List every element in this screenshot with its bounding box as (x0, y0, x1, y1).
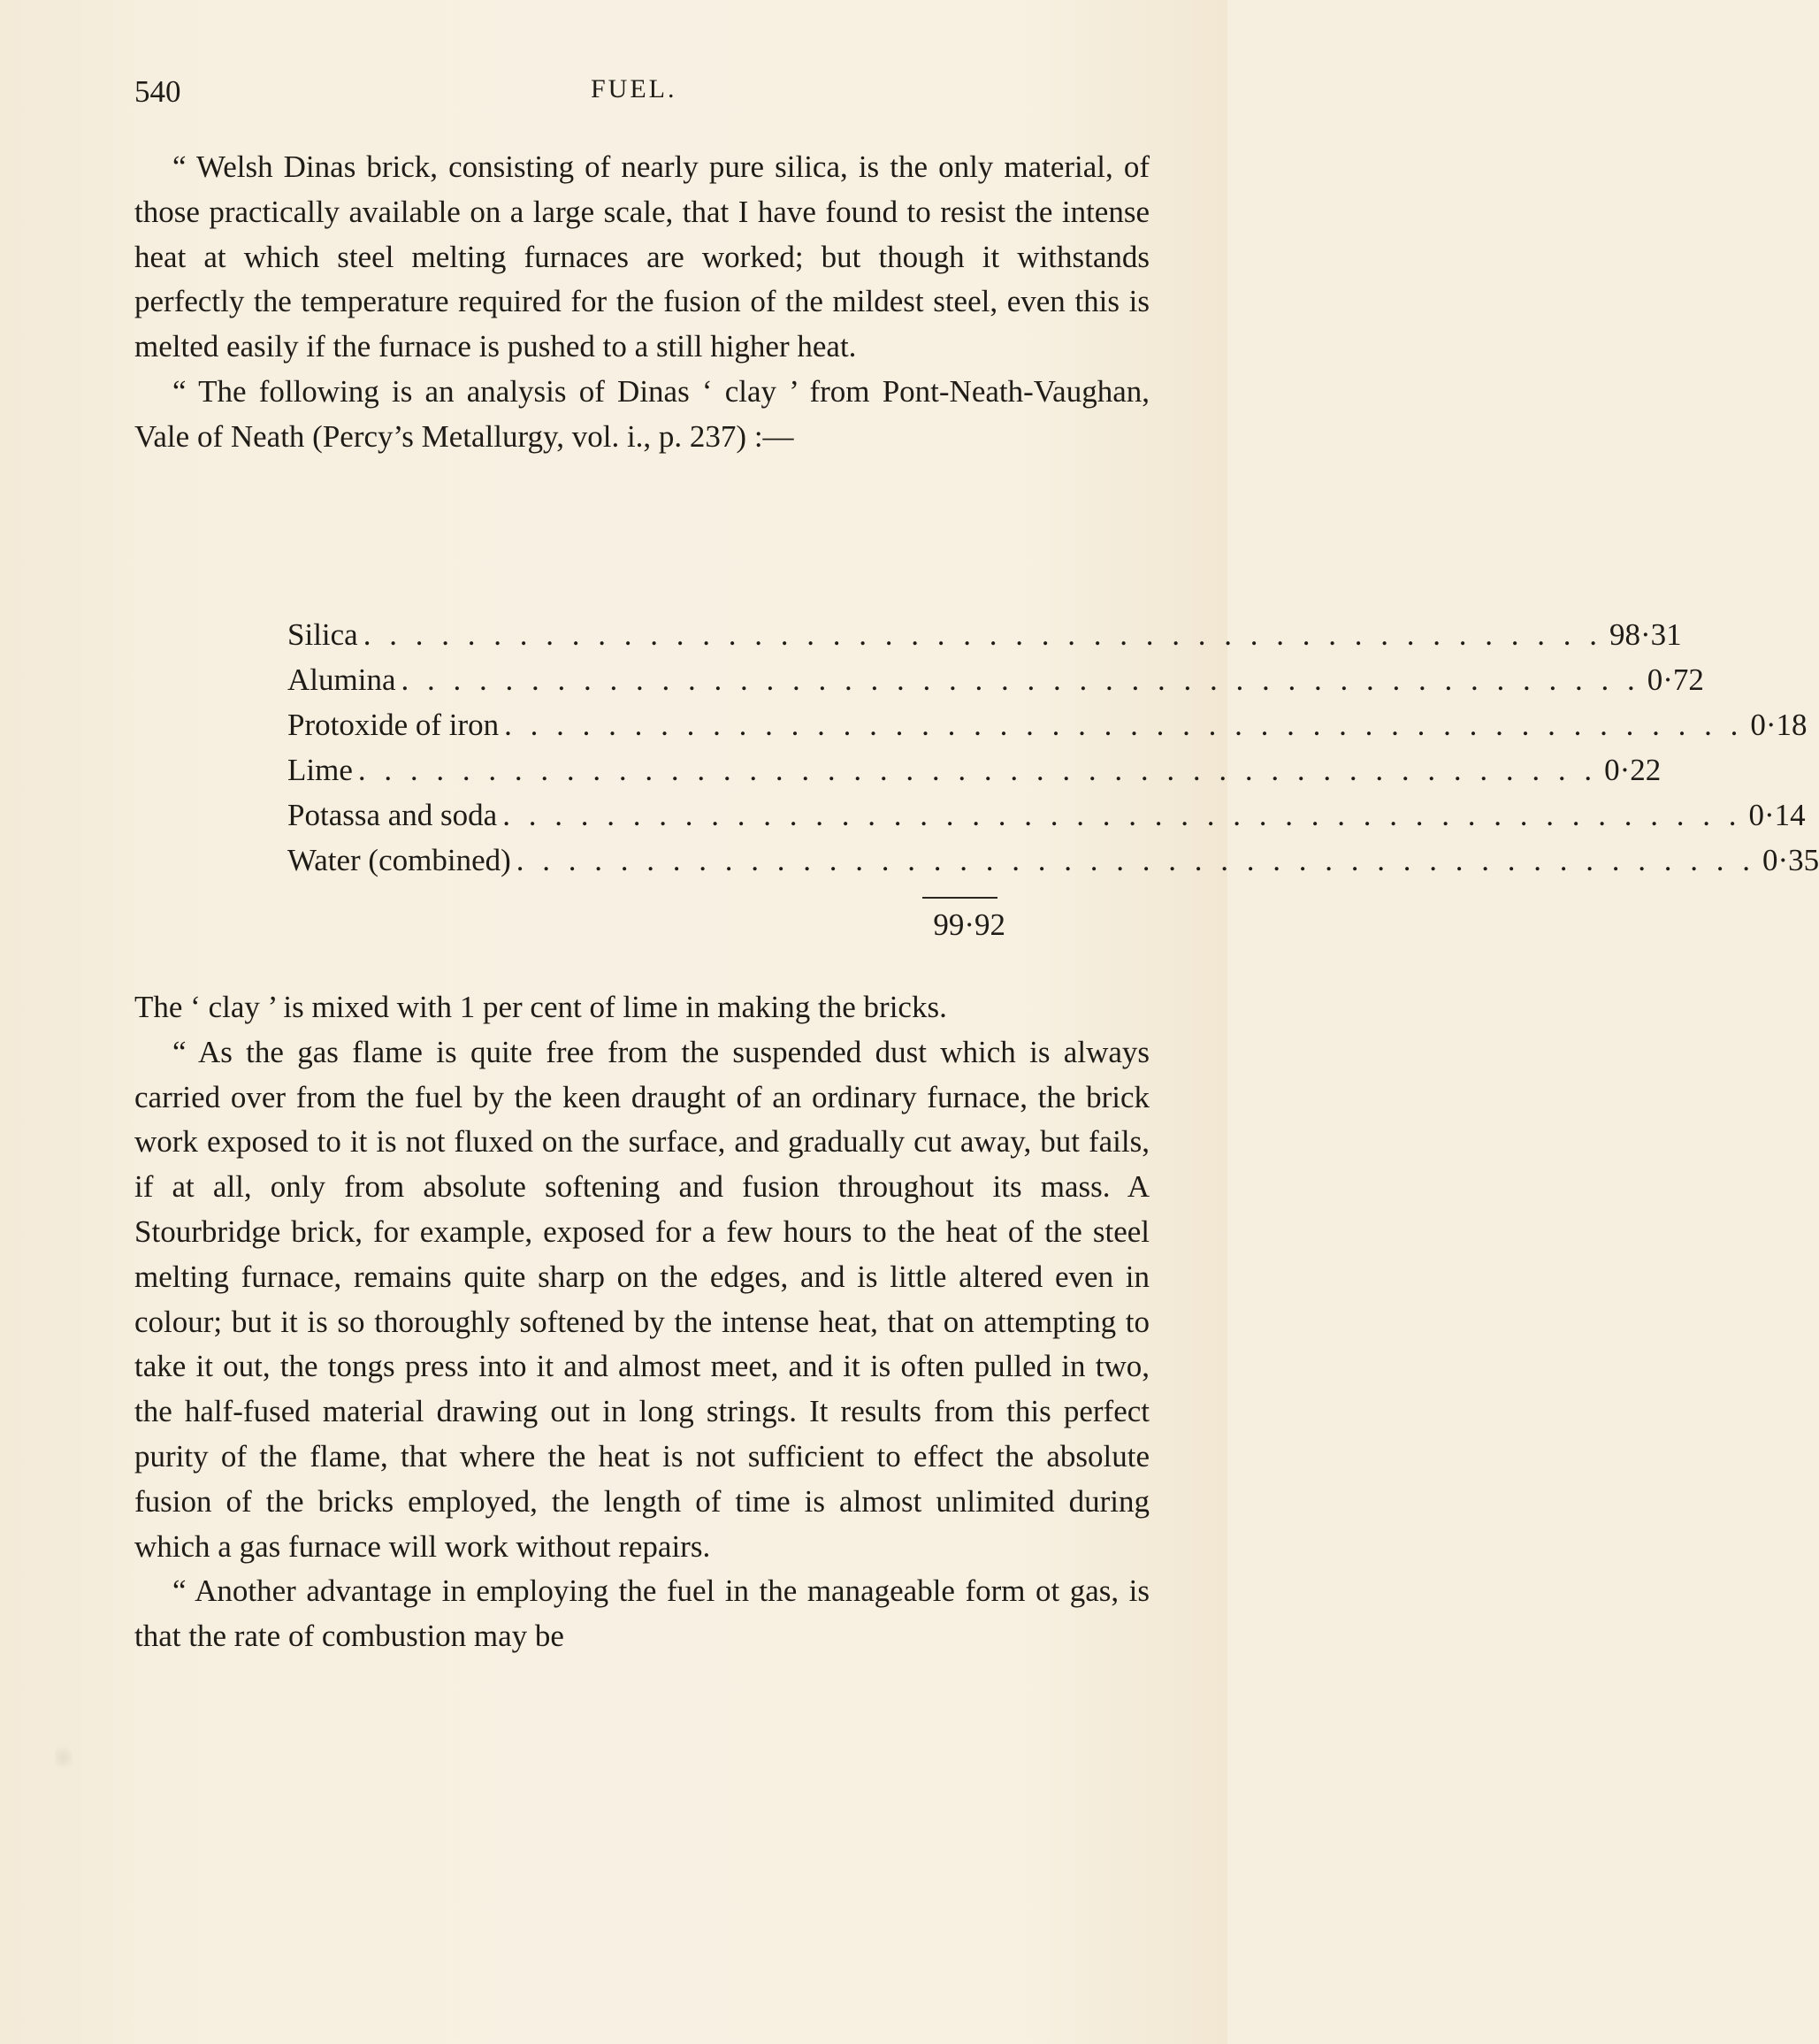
leader-dots: . . . . . . . . . . . . . . . . . . . . . . . . . . . . . . . . . . . . . . . . . . . . . . . . (504, 708, 1744, 742)
analysis-value: 0·35 (1762, 843, 1819, 877)
leader-dots: . . . . . . . . . . . . . . . . . . . . . . . . . . . . . . . . . . . . . . . . . . . . . . . . (401, 662, 1640, 697)
page-number: 540 (134, 74, 181, 109)
sum-rule (922, 897, 997, 899)
page-header (134, 74, 1150, 122)
leader-dots: . . . . . . . . . . . . . . . . . . . . . . . . . . . . . . . . . . . . . . . . . . . . . . . . (502, 798, 1742, 832)
analysis-row (287, 838, 1819, 883)
leader-dots: . . . . . . . . . . . . . . . . . . . . . . . . . . . . . . . . . . . . . . . . . . . . . . . . (357, 753, 1598, 787)
analysis-row (287, 612, 1682, 657)
analysis-label: Silica (287, 617, 358, 652)
analysis-value: 98·31 (1609, 617, 1682, 652)
top-text-block (134, 145, 1150, 460)
analysis-label: Lime (287, 753, 353, 787)
paragraph-analysis-intro: “ The following is an analysis of Dinas ‘ clay ’ from Pont-Neath-Vaughan, Vale of Neath (Percy’s Metallurgy, vol. i., p. 237) :— (134, 373, 1150, 454)
paragraph-gas-flame: “ As the gas flame is quite free from the suspended dust which is always carried over from the fuel by the keen draught of an ordinary furnace, the brick work exposed to it is not fluxed on the surface, and gradually cut away, but fails, if at all, only from absolute softening and fusion throughout its mass. A Stourbridge brick, for example, exposed for a few hours to the heat of the steel melting furnace, remains quite sharp on the edges, and is little altered even in colour; but it is so thoroughly softened by the intense heat, that on attempting to take it out, the tongs press into it and almost meet, and it is often pulled in two, the half-fused material drawing out in long strings. It results from this perfect purity of the flame, that where the heat is not sufficient to effect the absolute fusion of the bricks employed, the length of time is almost unlimited during which a gas furnace will work without repairs. (134, 1034, 1150, 1564)
paper-smudge (55, 1742, 73, 1772)
analysis-total: 99·92 (933, 907, 1005, 942)
analysis-label: Alumina (287, 662, 396, 697)
paragraph-clay-mixed: The ‘ clay ’ is mixed with 1 per cent of lime in making the bricks. (134, 990, 947, 1024)
analysis-value: 0·72 (1647, 662, 1704, 697)
analysis-row (287, 792, 1806, 838)
analysis-row (287, 657, 1704, 702)
running-title: FUEL. (591, 74, 677, 103)
analysis-value: 0·22 (1604, 753, 1662, 787)
paragraph-manageable-gas: “ Another advantage in employing the fuel in the manageable form ot gas, is that the rate of combustion may be (134, 1573, 1150, 1654)
bottom-text-block (134, 985, 1150, 1659)
analysis-table (287, 612, 1819, 883)
analysis-label: Potassa and soda (287, 798, 498, 832)
analysis-value: 0·18 (1750, 708, 1808, 742)
analysis-label: Protoxide of iron (287, 708, 500, 742)
analysis-label: Water (combined) (287, 843, 511, 877)
leader-dots: . . . . . . . . . . . . . . . . . . . . . . . . . . . . . . . . . . . . . . . . . . . . . . . . (516, 843, 1756, 877)
analysis-row (287, 702, 1808, 747)
analysis-value: 0·14 (1748, 798, 1806, 832)
paragraph-welsh-dinas-brick: “ Welsh Dinas brick, consisting of nearly pure silica, is the only material, of those practically available on a large scale, that I have found to resist the intense heat at which steel melting furnaces are worked; but though it withstands perfectly the temperature required for the fusion of the mildest steel, even this is melted easily if the furnace is pushed to a still higher heat. (134, 149, 1150, 364)
analysis-row (287, 747, 1662, 792)
leader-dots: . . . . . . . . . . . . . . . . . . . . . . . . . . . . . . . . . . . . . . . . . . . . . . . . (363, 617, 1602, 652)
